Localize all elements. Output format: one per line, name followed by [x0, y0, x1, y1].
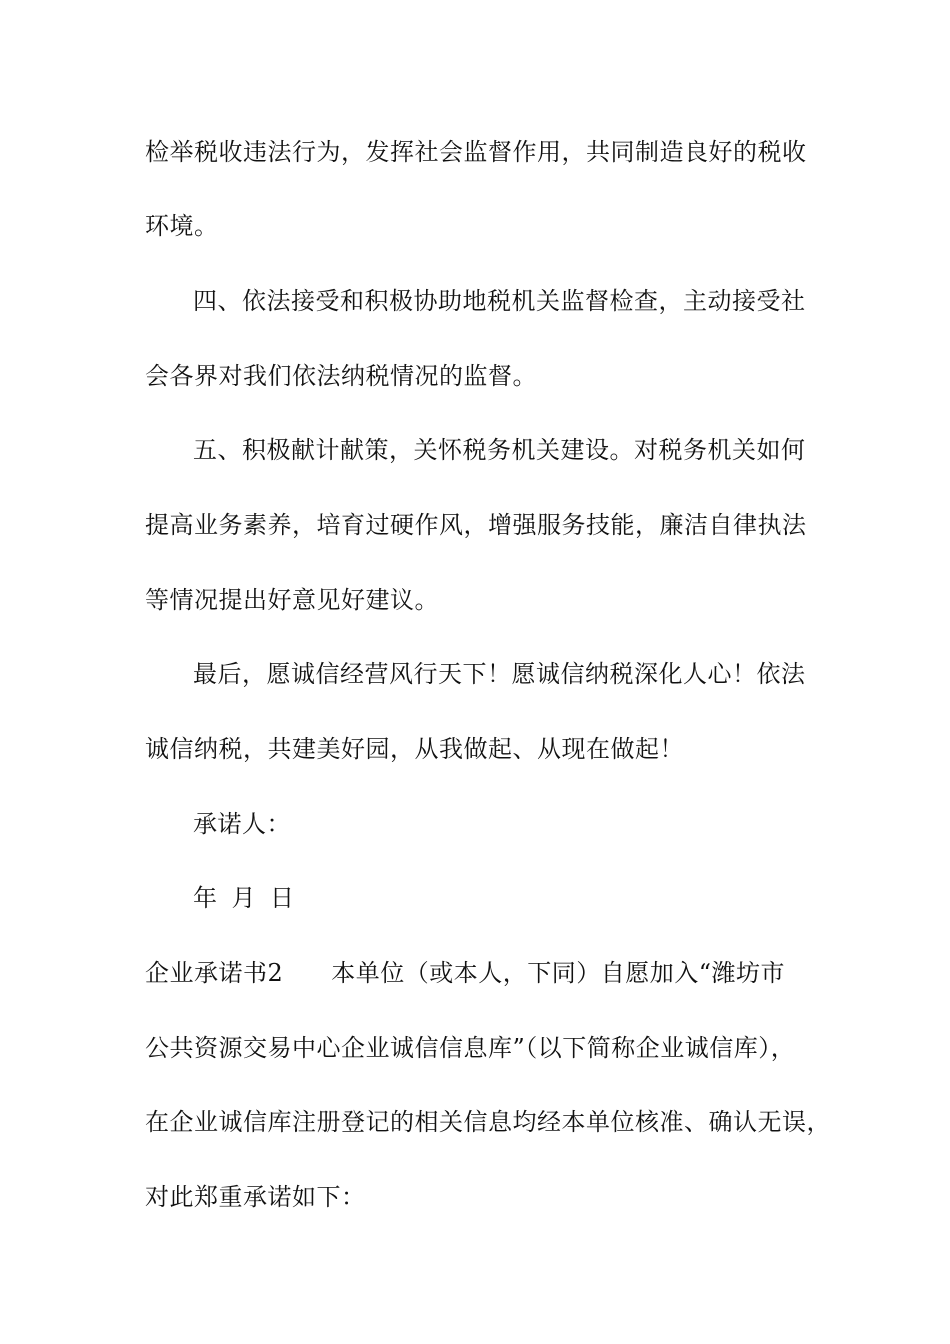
paragraph-line: 最后，愿诚信经营风行天下！愿诚信纳税深化人心！依法: [193, 660, 806, 688]
paragraph-line: 环境。: [145, 212, 219, 240]
date-day: 日: [270, 884, 295, 912]
paragraph-line: 会各界对我们依法纳税情况的监督。: [145, 362, 537, 390]
date-month: 月: [231, 884, 256, 912]
paragraph-line: 在企业诚信库注册登记的相关信息均经本单位核准、确认无误，: [145, 1108, 831, 1136]
paragraph-line: 五、积极献计献策，关怀税务机关建设。对税务机关如何: [193, 436, 806, 464]
paragraph-line: [145, 958, 785, 988]
section-opening-text: 本单位（或本人，下同）自愿加入“潍坊市: [331, 959, 786, 987]
date-year: 年: [193, 884, 218, 912]
signatory-label: 承诺人：: [193, 810, 291, 838]
paragraph-line: 四、依法接受和积极协助地税机关监督检查，主动接受社: [193, 287, 806, 315]
date-line: [193, 883, 295, 913]
paragraph-line: 诚信纳税，共建美好园，从我做起、从现在做起！: [145, 735, 684, 763]
paragraph-line: 等情况提出好意见好建议。: [145, 586, 439, 614]
paragraph-line: 公共资源交易中心企业诚信信息库”（以下简称企业诚信库），: [145, 1034, 796, 1062]
paragraph-line: 检举税收违法行为，发挥社会监督作用，共同制造良好的税收: [145, 138, 807, 166]
section-title: 企业承诺书2: [145, 959, 284, 987]
paragraph-line: 对此郑重承诺如下：: [145, 1183, 366, 1211]
paragraph-line: 提高业务素养，培育过硬作风，增强服务技能，廉洁自律执法: [145, 511, 807, 539]
